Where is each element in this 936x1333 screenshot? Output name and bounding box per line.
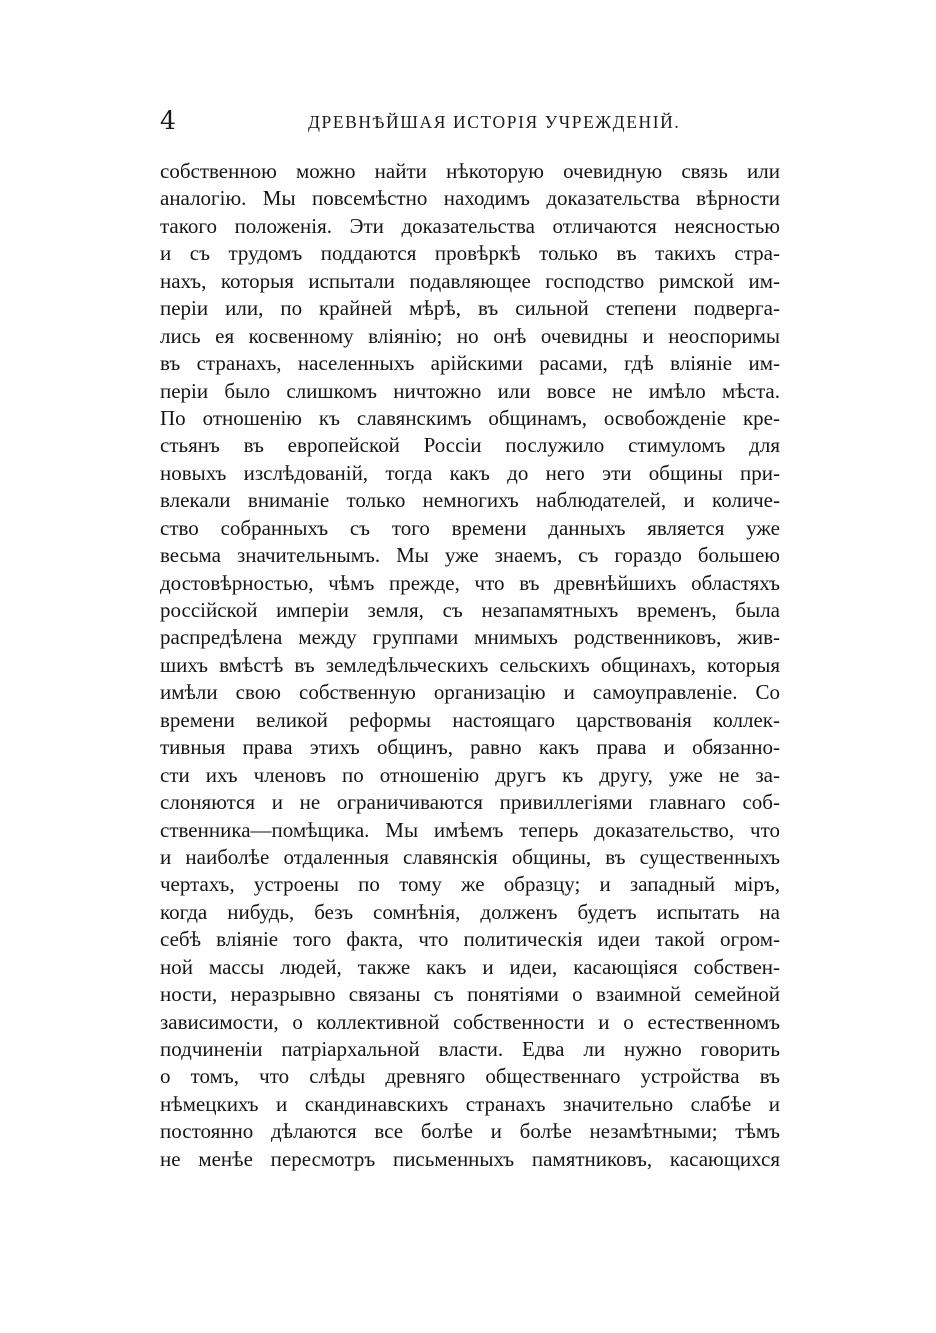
text-line: шихъ вмѣстѣ въ земледѣльческихъ сельскихъ общинахъ, которыя <box>160 652 780 677</box>
text-line: россійской имперіи земля, съ незапамятныхъ временъ, была <box>160 598 780 622</box>
text-line: слоняются и не ограничиваются привиллегіями главнаго соб- <box>160 790 780 815</box>
text-line: въ странахъ, населенныхъ арійскими расами, гдѣ вліяніе им- <box>160 351 780 376</box>
text-line: ности, неразрывно связаны съ понятіями о взаимной семейной <box>160 982 780 1007</box>
text-line: не менѣе пересмотръ письменныхъ памятниковъ, касающихся <box>160 1146 780 1171</box>
text-line: нахъ, которыя испытали подавляющее господство римской им- <box>160 268 780 293</box>
text-line: когда нибудь, безъ сомнѣнія, долженъ будетъ испытать на <box>160 899 780 924</box>
page-number: 4 <box>160 106 176 135</box>
text-line: себѣ вліяніе того факта, что политическія идеи такой огром- <box>160 927 780 952</box>
text-line: постоянно дѣлаются все болѣе и болѣе незамѣтными; тѣмъ <box>160 1119 780 1144</box>
text-line: сти ихъ членовъ по отношенію другъ къ другу, уже не за- <box>160 762 780 787</box>
text-line: весьма значительнымъ. Мы уже знаемъ, съ гораздо большею <box>160 543 780 568</box>
text-line: собственною можно найти нѣкоторую очевидную связь или <box>160 159 780 183</box>
page-header <box>160 106 780 138</box>
text-line: тивныя права этихъ общинъ, равно какъ права и обязанно- <box>160 735 780 760</box>
text-line: ной массы людей, также какъ и идеи, касающіяся собствен- <box>160 954 780 979</box>
text-line: времени великой реформы настоящаго царствованія коллек- <box>160 707 780 732</box>
text-line: новыхъ изслѣдованій, тогда какъ до него эти общины при- <box>160 460 780 485</box>
text-line: По отношенію къ славянскимъ общинамъ, освобожденіе кре- <box>160 405 780 430</box>
text-line: такого положенія. Эти доказательства отличаются неясностью <box>160 213 780 238</box>
text-line: и съ трудомъ поддаются провѣркѣ только въ такихъ стра- <box>160 241 780 266</box>
running-title: ДРЕВНѢЙШАЯ ИСТОРІЯ УЧРЕЖДЕНІЙ. <box>308 112 681 132</box>
text-line: влекали вниманіе только немногихъ наблюдателей, и количе- <box>160 488 780 513</box>
text-line: и наиболѣе отдаленныя славянскія общины, въ существенныхъ <box>160 844 780 869</box>
text-line: стьянъ въ европейской Россіи послужило стимуломъ для <box>160 433 780 458</box>
text-line: нѣмецкихъ и скандинавскихъ странахъ значительно слабѣе и <box>160 1091 780 1116</box>
text-line: зависимости, о коллективной собственности и о естественномъ <box>160 1009 780 1034</box>
text-line: распредѣлена между группами мнимыхъ родственниковъ, жив- <box>160 625 780 650</box>
text-line: періи было слишкомъ ничтожно или вовсе не имѣло мѣста. <box>160 378 780 403</box>
text-line: ство собранныхъ съ того времени данныхъ является уже <box>160 515 780 540</box>
text-line: подчиненіи патріархальной власти. Едва ли нужно говорить <box>160 1037 780 1061</box>
text-line: аналогію. Мы повсемѣстно находимъ доказательства вѣрности <box>160 186 780 211</box>
text-line: періи или, по крайней мѣрѣ, въ сильной степени подверга- <box>160 296 780 321</box>
text-line: чертахъ, устроены по тому же образцу; и западный міръ, <box>160 872 780 897</box>
text-line: лись ея косвенному вліянію; но онѣ очевидны и неоспоримы <box>160 323 780 348</box>
text-line: достовѣрностью, чѣмъ прежде, что въ древнѣйшихъ областяхъ <box>160 570 780 595</box>
text-line: о томъ, что слѣды древняго общественнаго устройства въ <box>160 1064 780 1089</box>
text-line: имѣли свою собственную организацію и самоуправленіе. Со <box>160 680 780 705</box>
text-line: ственника—помѣщика. Мы имѣемъ теперь доказательство, что <box>160 817 780 842</box>
body-text <box>160 158 780 1173</box>
